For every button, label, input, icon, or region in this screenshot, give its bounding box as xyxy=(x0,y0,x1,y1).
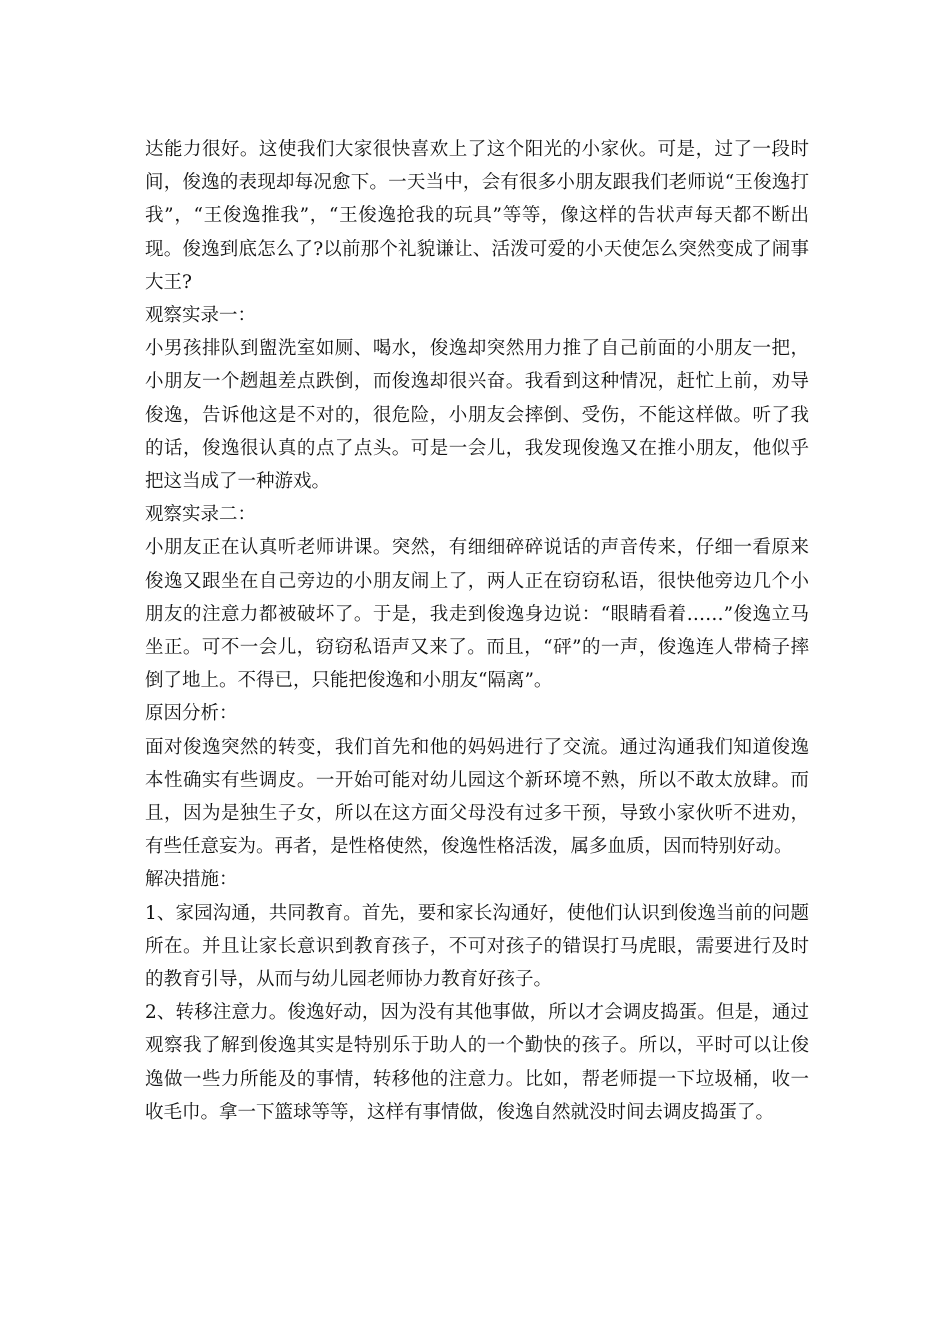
observation-2-heading: 观察实录二： xyxy=(145,504,257,526)
observation-2-paragraph: 小朋友正在认真听老师讲课。突然，有细细碎碎说话的声音传来，仔细一看原来俊逸又跟坐在自己旁边的小朋友闹上了，两人正在窃窃私语，很快他旁边几个小朋友的注意力都被破坏了。于是，我走到俊逸身边说：“眼睛看着……”俊逸立马坐正。可不一会儿，窃窃私语声又来了。而且，“砰”的一声，俊逸连人带椅子摔倒了地上。不得已，只能把俊逸和小朋友“隔离”。 xyxy=(145,537,809,692)
solution-2-paragraph: 2、转移注意力。俊逸好动，因为没有其他事做，所以才会调皮捣蛋。但是，通过观察我了解到俊逸其实是特别乐于助人的一个勤快的孩子。所以，平时可以让俊逸做一些力所能及的事情，转移他的注意力。比如，帮老师提一下垃圾桶，收一收毛巾。拿一下篮球等等，这样有事情做，俊逸自然就没时间去调皮捣蛋了。 xyxy=(145,1002,809,1123)
observation-1-paragraph: 小男孩排队到盥洗室如厕、喝水，俊逸却突然用力推了自己前面的小朋友一把，小朋友一个趔趄差点跌倒，而俊逸却很兴奋。我看到这种情况，赶忙上前，劝导俊逸，告诉他这是不对的，很危险，小朋友会摔倒、受伤，不能这样做。听了我的话，俊逸很认真的点了点头。可是一会儿，我发现俊逸又在推小朋友，他似乎把这当成了一种游戏。 xyxy=(145,338,809,493)
cause-analysis-heading: 原因分析： xyxy=(145,703,238,725)
cause-analysis-paragraph: 面对俊逸突然的转变，我们首先和他的妈妈进行了交流。通过沟通我们知道俊逸本性确实有些调皮。一开始可能对幼儿园这个新环境不熟，所以不敢太放肆。而且，因为是独生子女，所以在这方面父母没有过多干预，导致小家伙听不进劝，有些任意妄为。再者，是性格使然，俊逸性格活泼，属多血质，因而特别好动。 xyxy=(145,736,809,858)
observation-1-heading: 观察实录一： xyxy=(145,305,257,327)
intro-paragraph: 达能力很好。这使我们大家很快喜欢上了这个阳光的小家伙。可是，过了一段时间，俊逸的表现却每况愈下。一天当中，会有很多小朋友跟我们老师说“王俊逸打我”，“王俊逸推我”，“王俊逸抢我的玩具”等等，像这样的告状声每天都不断出现。俊逸到底怎么了?以前那个礼貌谦让、活泼可爱的小天使怎么突然变成了闹事大王? xyxy=(145,139,809,293)
solution-1-paragraph: 1、家园沟通，共同教育。首先，要和家长沟通好，使他们认识到俊逸当前的问题所在。并且让家长意识到教育孩子，不可对孩子的错误打马虎眼，需要进行及时的教育引导，从而与幼儿园老师协力教育好孩子。 xyxy=(145,902,809,991)
document-body xyxy=(145,133,809,1129)
solutions-heading: 解决措施： xyxy=(145,869,238,891)
